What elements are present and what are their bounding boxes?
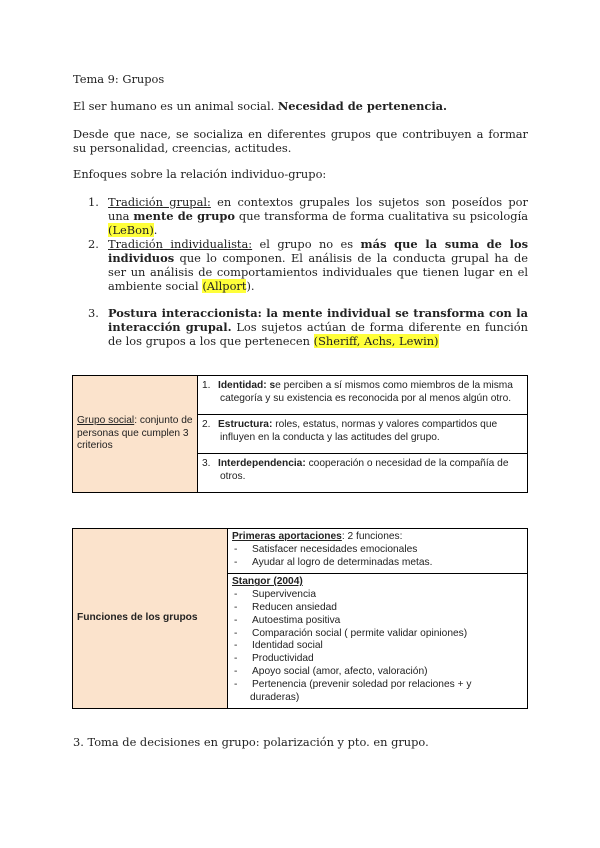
- grupo-social-text: : conjunto de personas que cumplen 3 criterios: [77, 414, 193, 452]
- list-item: - Supervivencia: [250, 589, 523, 602]
- list-item: - Apoyo social (amor, afecto, valoración): [250, 666, 523, 679]
- list-item-end: .: [153, 223, 158, 237]
- list-item-bold: Postura interaccionista: [108, 306, 258, 320]
- enfoques-label: Enfoques sobre la relación individuo-grupo:: [73, 167, 327, 181]
- list-item: - Ayudar al logro de determinadas metas.: [250, 557, 523, 570]
- list-item: - Comparación social ( permite validar opiniones): [250, 628, 523, 641]
- grupo-social-title: Grupo social: [77, 414, 135, 426]
- criterio-text: cooperación o necesidad de la compañía de otros.: [220, 458, 509, 482]
- intro-text: El ser humano es un animal social.: [73, 99, 278, 113]
- highlight-author: (Allport: [202, 279, 247, 293]
- list-item: [88, 306, 528, 348]
- grupo-social-cell: [73, 376, 198, 493]
- closing-line: 3. Toma de decisiones en grupo: polarización y pto. en grupo.: [73, 735, 429, 749]
- list-item-end: ).: [246, 279, 255, 293]
- list-item-bold: mente de grupo: [133, 209, 235, 223]
- criterio-label: Identidad: s: [218, 380, 276, 391]
- list-item-text: que lo componen. El análisis de la conducta grupal ha de ser un análisis de comportamientos individuales que tienen lugar en el ambiente social: [108, 251, 528, 293]
- criterio-cell: [198, 376, 528, 415]
- list-item-title: Tradición grupal:: [108, 195, 211, 209]
- stangor-cell: [228, 574, 528, 709]
- list-number: 2.: [88, 237, 99, 251]
- list-item-text: que transforma de forma cualitativa su psicología: [235, 209, 528, 223]
- list-item: - Pertenencia (prevenir soledad por relaciones + y duraderas): [250, 679, 523, 705]
- list-item-text: en contextos grupales los sujetos son poseídos por una: [108, 195, 528, 223]
- section-suffix: : 2 funciones:: [341, 531, 403, 542]
- highlight-author: (Sheriff, Achs, Lewin): [313, 334, 439, 348]
- list-item: - Identidad social: [250, 640, 523, 653]
- list-item-title: Tradición individualista:: [108, 237, 253, 251]
- list-item-bold: : la mente individual se transforma con la interacción grupal.: [108, 306, 528, 334]
- criterio-number: 1.: [202, 380, 211, 391]
- grupo-social-table: [72, 375, 528, 493]
- section-title: Primeras aportaciones: [232, 531, 342, 542]
- section-title: Stangor (2004): [232, 576, 303, 588]
- criterio-text: e perciben a sí mismos como miembros de la misma categoría y su existencia es reconocida por al menos algún otro.: [220, 380, 513, 404]
- criterio-number: 3.: [202, 458, 211, 469]
- funciones-list: [232, 544, 523, 570]
- criterio-label: Interdependencia:: [218, 458, 306, 469]
- list-item: [88, 237, 528, 293]
- list-item: - Autoestima positiva: [250, 615, 523, 628]
- list-item-text: Los sujetos actúan de forma diferente en función de los grupos a los que pertenecen: [108, 320, 528, 348]
- list-item: - Productividad: [250, 653, 523, 666]
- criterio-number: 2.: [202, 419, 211, 430]
- list-number: 1.: [88, 195, 99, 209]
- criterio-text: roles, estatus, normas y valores compartidos que influyen en la conducta y las actitudes del grupo.: [220, 419, 498, 443]
- criterio-label: Estructura:: [218, 419, 273, 430]
- intro-line: [73, 99, 447, 113]
- intro-paragraph: Desde que nace, se socializa en diferentes grupos que contribuyen a formar su personalidad, creencias, actitudes.: [73, 127, 528, 155]
- primeras-aportaciones-cell: [228, 529, 528, 574]
- funciones-table: [72, 528, 528, 709]
- list-number: 3.: [88, 306, 99, 320]
- list-item: - Satisfacer necesidades emocionales: [250, 544, 523, 557]
- page-title: Tema 9: Grupos: [73, 72, 165, 86]
- criterio-cell: [198, 454, 528, 493]
- list-item: - Reducen ansiedad: [250, 602, 523, 615]
- funciones-list: [232, 589, 523, 704]
- funciones-label: Funciones de los grupos: [73, 529, 228, 709]
- list-item: [88, 195, 528, 237]
- highlight-author: (LeBon): [108, 223, 154, 237]
- intro-bold: Necesidad de pertenencia.: [277, 99, 448, 113]
- list-item-text: el grupo no es: [252, 237, 361, 251]
- criterio-cell: [198, 415, 528, 454]
- list-item-bold: más que la suma de los individuos: [108, 237, 528, 265]
